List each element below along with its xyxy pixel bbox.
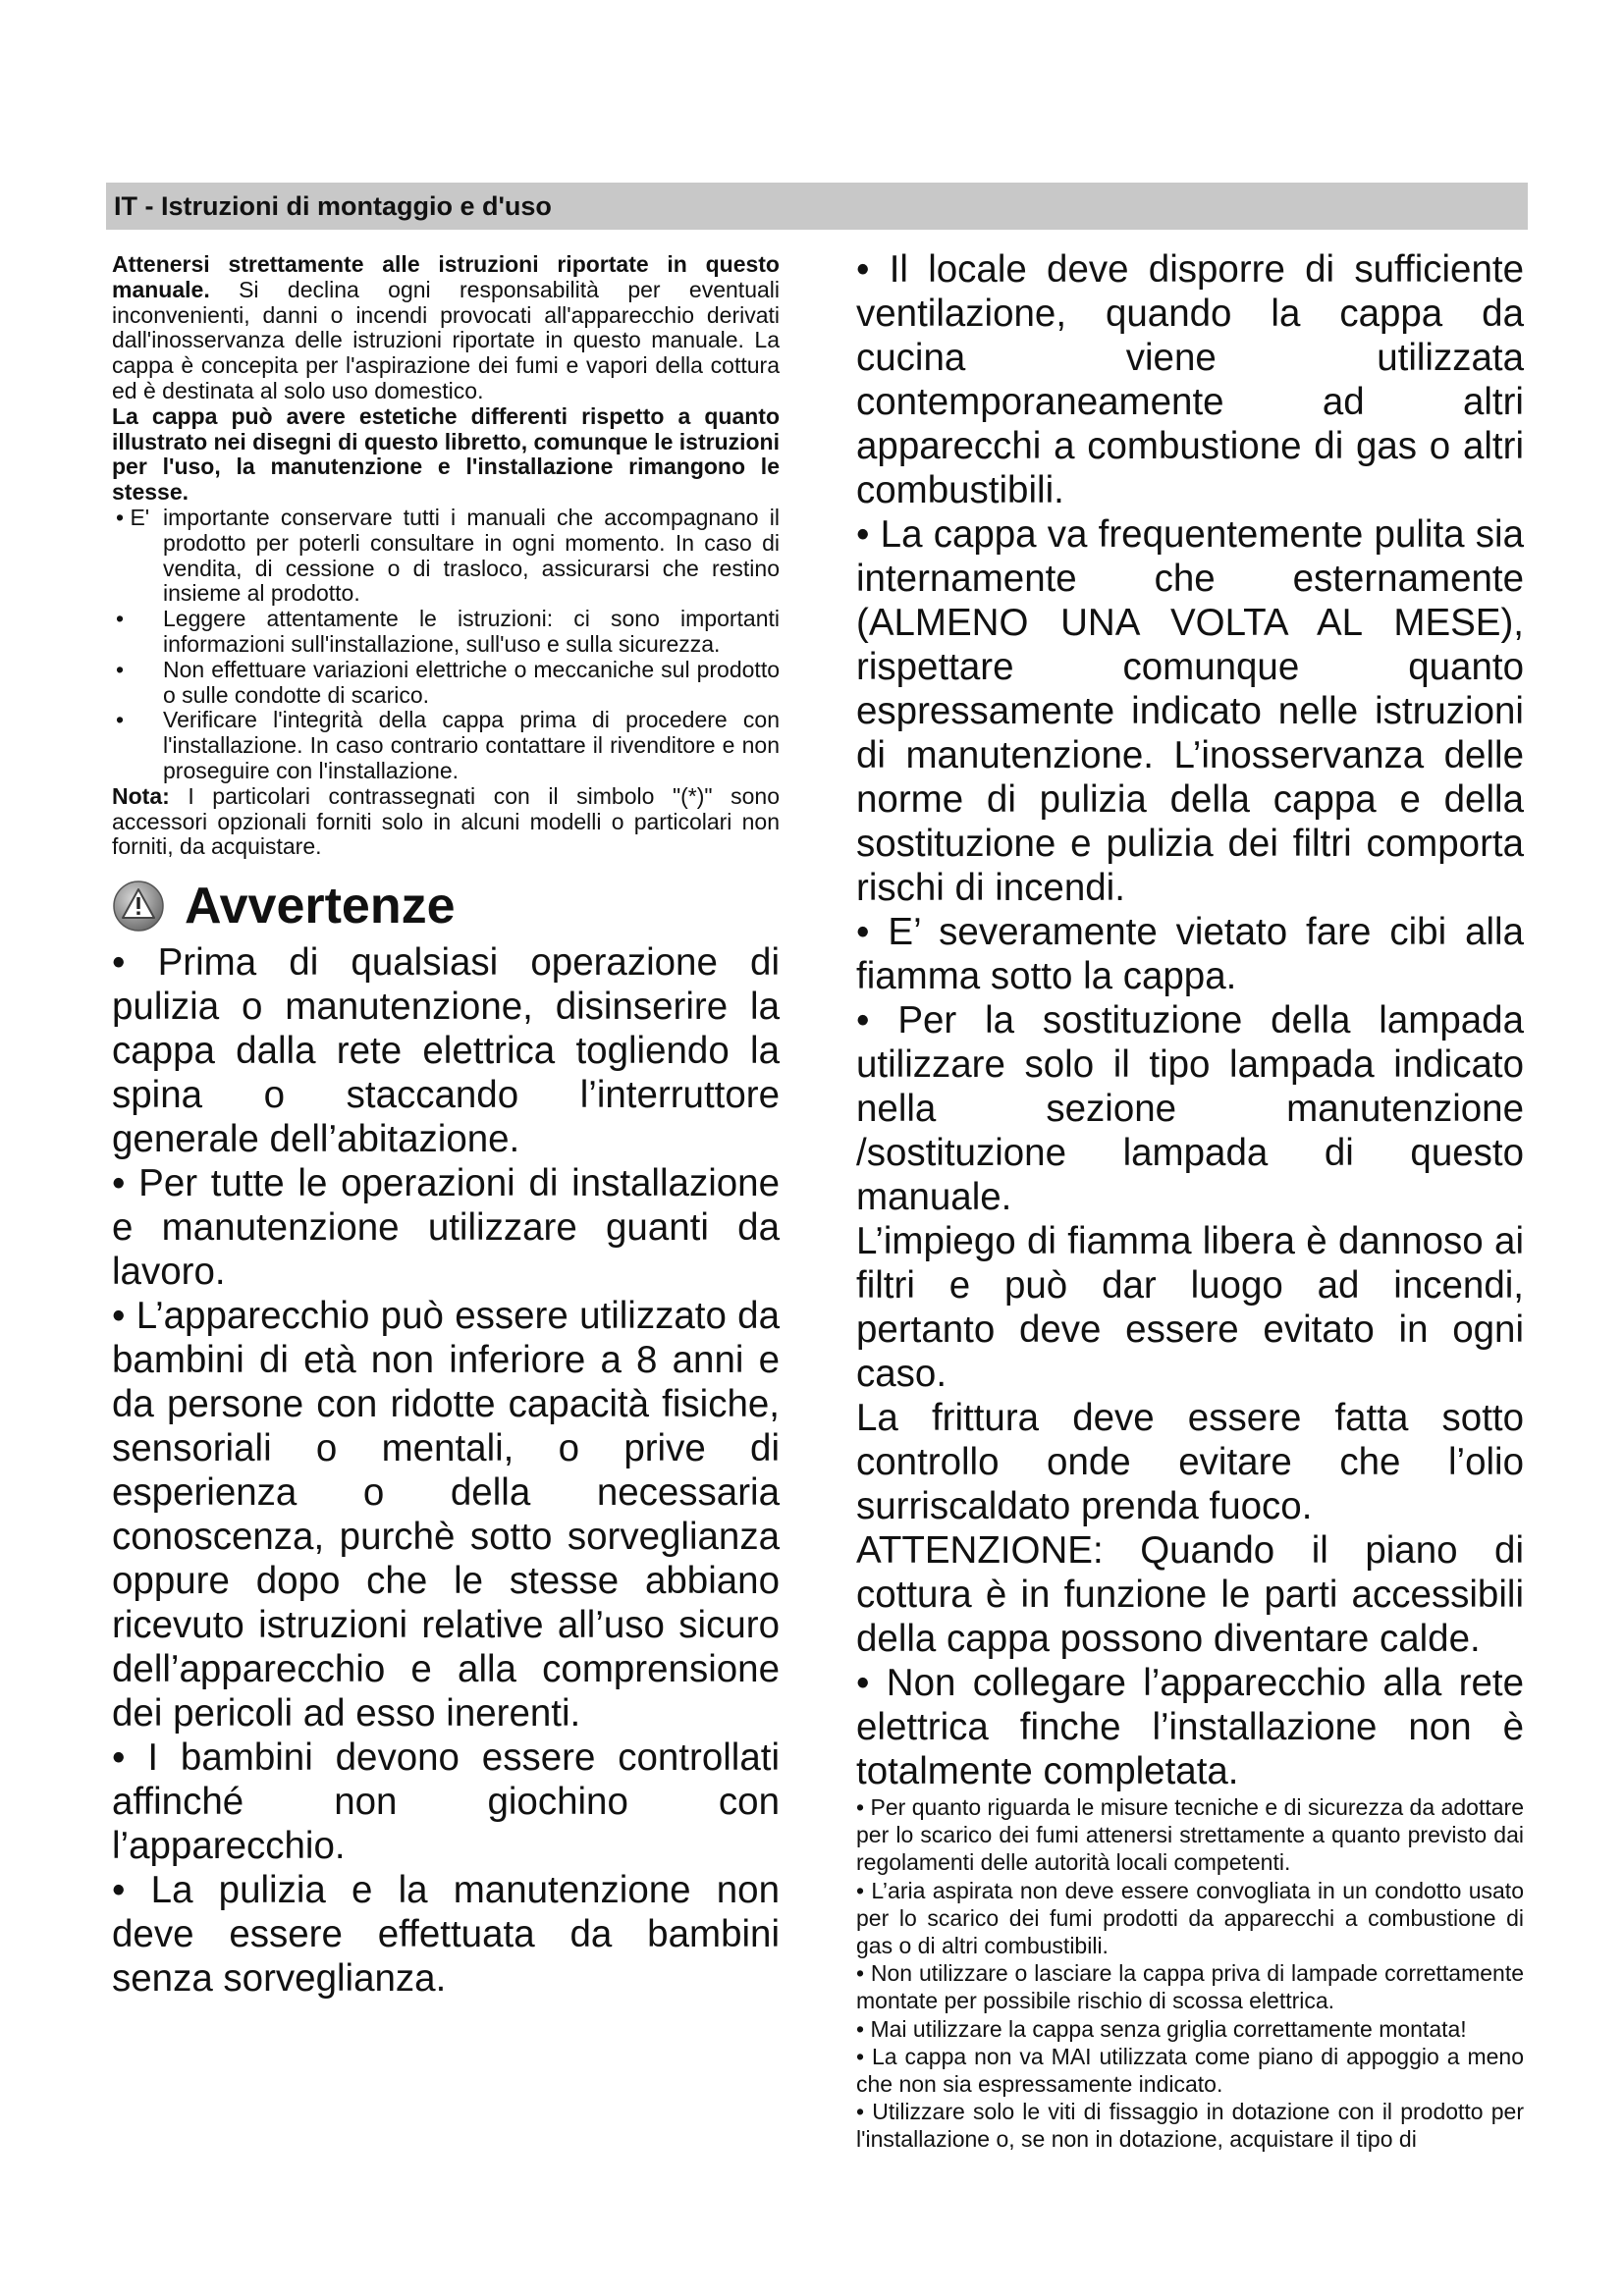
bullet-text: Non effettuare variazioni elettriche o meccaniche sul prodotto o sulle condotte di scarico. [163,656,780,708]
intro-bold-paragraph [112,404,780,506]
bullet-text: Verificare l'integrità della cappa prima di procedere con l'installazione. In caso contrario contattare il rivenditore e non proseguire con l'installazione. [163,707,780,783]
intro-bold-1: Attenersi strettamente alle istruzioni riportate in questo manuale. [112,251,780,302]
bullet-marker: • [116,707,125,733]
safety-paragraph: • Mai utilizzare la cappa senza griglia correttamente montata! [856,2015,1467,2042]
warning-paragraph: • Il locale deve disporre di sufficiente ventilazione, quando la cappa da cucina viene utilizzata contemporaneamente ad altri apparecchi a combustione di gas o altri combustibili. [856,248,1524,511]
bullet-marker: • E' [116,504,150,530]
warning-icon [112,880,165,933]
safety-paragraph: • L’aria aspirata non deve essere convogliata in un condotto usato per lo scarico dei fumi prodotti da apparecchi a combustione di gas o di altri combustibili. [856,1877,1524,1959]
list-item [112,607,780,658]
list-item [112,708,780,783]
warning-paragraph: • E’ severamente vietato fare cibi alla fiamma sotto la cappa. [856,911,1524,997]
bullet-marker: • [116,606,125,632]
note-paragraph [112,784,780,860]
warning-paragraph: L’impiego di fiamma libera è dannoso ai filtri e può dar luogo ad incendi, pertanto deve essere evitato in ogni caso. [856,1220,1524,1395]
list-item [112,658,780,709]
list-item [112,506,780,607]
warning-paragraph: • Per tutte le operazioni di installazione e manutenzione utilizzare guanti da lavoro. [112,1162,780,1294]
warning-heading [112,874,780,938]
bullet-text: importante conservare tutti i manuali che accompagnano il prodotto per poterli consultare in ogni momento. In caso di vendita, di cessione o di trasloco, assicurarsi che restino insieme al prodotto. [163,504,780,607]
note-text: I particolari contrassegnati con il simbolo "(*)" sono accessori opzionali forniti solo in alcuni modelli o particolari non forniti, da acquistare. [112,782,780,860]
safety-paragraph: • Per quanto riguarda le misure tecniche e di sicurezza da adottare per lo scarico dei fumi attenersi strettamente a quanto previsto dai regolamenti delle autorità locali competenti. [856,1794,1524,1876]
warning-paragraph: • L’apparecchio può essere utilizzato da bambini di età non inferiore a 8 anni e da persone con ridotte capacità fisiche, sensoriali o mentali, o prive di esperienza o della necessaria conoscenza, purchè sotto sorveglianza oppure dopo che le stesse abbiano ricevuto istruzioni relative all’uso sicuro dell’apparecchio e alla comprensione dei pericoli ad esso inerenti. [112,1295,780,1735]
warning-paragraph: La frittura deve essere fatta sotto controllo onde evitare che l’olio surriscaldato prenda fuoco. [856,1397,1524,1527]
warning-title: Avvertenze [185,878,456,935]
safety-paragraph: • Utilizzare solo le viti di fissaggio in dotazione con il prodotto per l'installazione o, se non in dotazione, acquistare il tipo di [856,2099,1524,2153]
info-bullet-list [112,506,780,784]
section-title: IT - Istruzioni di montaggio e d'uso [114,191,552,221]
warning-paragraph: ATTENZIONE: Quando il piano di cottura è in funzione le parti accessibili della cappa possono diventare calde. [856,1529,1524,1660]
right-column [856,247,1524,2154]
warning-paragraph: • Prima di qualsiasi operazione di pulizia o manutenzione, disinserire la cappa dalla rete elettrica togliendo la spina o staccando l’interruttore generale dell’abitazione. [112,941,780,1161]
note-label: Nota: [112,782,170,809]
intro-text-1: Si declina ogni responsabilità per eventuali inconvenienti, danni o incendi provocati all'apparecchio derivati dall'inosservanza delle istruzioni riportate in questo manuale. La cappa è concepita per l'aspirazione dei fumi e vapori della cottura ed è destinata al solo uso domestico. [112,276,780,403]
warning-paragraph: • Non collegare l’apparecchio alla rete elettrica finche l’installazione non è totalmente completata. [856,1662,1524,1792]
warning-paragraph: • La pulizia e la manutenzione non deve essere effettuata da bambini senza sorveglianza. [112,1869,780,2001]
safety-paragraph: • Non utilizzare o lasciare la cappa priva di lampade correttamente montate per possibile rischio di scossa elettrica. [856,1960,1524,2014]
bullet-text: Leggere attentamente le istruzioni: ci sono importanti informazioni sull'installazione, sull'uso e sulla sicurezza. [163,606,780,657]
warning-paragraph: • La cappa va frequentemente pulita sia internamente che esternamente (ALMENO UNA VOLTA AL MESE), rispettare comunque quanto espressamente indicato nelle istruzioni di manutenzione. L’inosservanza delle norme di pulizia della cappa e della sostituzione e pulizia dei filtri comporta rischi di incendi. [856,513,1524,909]
warning-paragraph: • Per la sostituzione della lampada utilizzare solo il tipo lampada indicato nella sezione manutenzione /sostituzione lampada di questo manuale. [856,999,1524,1218]
safety-paragraph: • La cappa non va MAI utilizzata come piano di appoggio a meno che non sia espressamente indicato. [856,2043,1524,2098]
section-header [106,183,1528,230]
bullet-marker: • [116,656,125,682]
warning-paragraph: • I bambini devono essere controllati affinché non giochino con l’apparecchio. [112,1736,780,1868]
left-column [112,252,780,2001]
intro-paragraph [112,252,780,404]
intro-bold-2: La cappa può avere estetiche differenti rispetto a quanto illustrato nei disegni di questo libretto, comunque le istruzioni per l'uso, la manutenzione e l'installazione rimangono le stesse. [112,402,780,506]
